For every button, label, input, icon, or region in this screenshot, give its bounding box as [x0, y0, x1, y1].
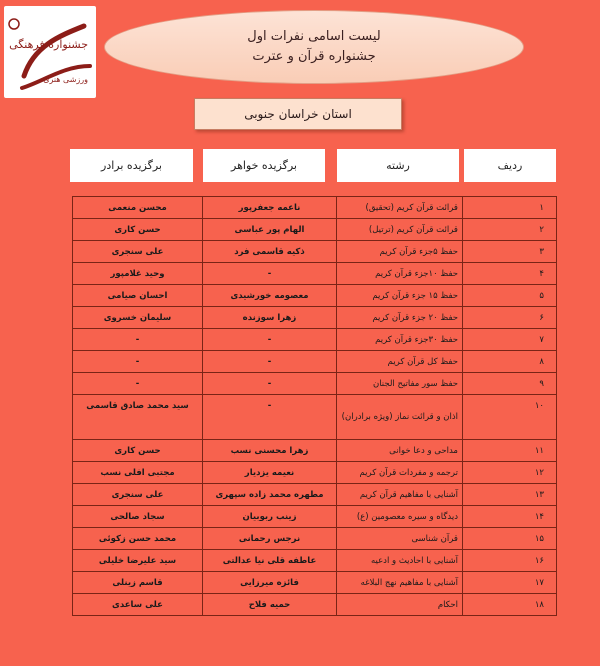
title-line-2: جشنواره قرآن و عترت	[252, 49, 376, 64]
brother-cell: احسان صیامی	[73, 285, 203, 307]
field-cell: قرائت قرآن کریم (تحقیق)	[337, 197, 463, 219]
table-row	[73, 462, 557, 484]
brother-cell: حسن کاری	[73, 440, 203, 462]
sister-cell: -	[203, 395, 337, 440]
brother-cell: علی ساعدی	[73, 594, 203, 616]
sister-cell: عاطفه قلی نیا عدالتی	[203, 550, 337, 572]
brother-cell: سلیمان خسروی	[73, 307, 203, 329]
field-cell: حفظ کل قرآن کریم	[337, 351, 463, 373]
table-row	[73, 594, 557, 616]
row-number-cell: ۳	[463, 241, 557, 263]
row-number-cell: ۱۰	[463, 395, 557, 440]
sister-cell: نعیمه یزدیار	[203, 462, 337, 484]
table-row	[73, 241, 557, 263]
sister-cell: -	[203, 351, 337, 373]
brother-cell: محسن منعمی	[73, 197, 203, 219]
logo-main-text: جشنواره فرهنگی	[9, 38, 88, 51]
sister-cell: فائزه میرزایی	[203, 572, 337, 594]
table-row	[73, 572, 557, 594]
field-cell: حفظ ۵جزء قرآن کریم	[337, 241, 463, 263]
field-cell: حفظ سور مفاتیح الجنان	[337, 373, 463, 395]
field-cell: اذان و قرائت نماز (ویژه برادران)	[337, 395, 463, 440]
table-row	[73, 307, 557, 329]
sister-cell: مطهره محمد زاده سپهری	[203, 484, 337, 506]
sister-cell: ناعمه جعفرپور	[203, 197, 337, 219]
row-number-cell: ۷	[463, 329, 557, 351]
row-number-cell: ۹	[463, 373, 557, 395]
table-row	[73, 528, 557, 550]
brother-cell: -	[73, 329, 203, 351]
field-cell: آشنایی با مفاهیم قرآن کریم	[337, 484, 463, 506]
table-row	[73, 395, 557, 440]
row-number-cell: ۱۵	[463, 528, 557, 550]
table-row	[73, 219, 557, 241]
table-row	[73, 373, 557, 395]
table-row	[73, 329, 557, 351]
brother-cell: محمد حسن زکوئی	[73, 528, 203, 550]
row-number-cell: ۶	[463, 307, 557, 329]
sister-cell: -	[203, 329, 337, 351]
row-number-cell: ۲	[463, 219, 557, 241]
column-header-sister: برگزیده خواهر	[203, 149, 325, 182]
field-cell: حفظ ۱۵ جزء قرآن کریم	[337, 285, 463, 307]
row-number-cell: ۱۷	[463, 572, 557, 594]
festival-logo	[4, 6, 96, 98]
table-row	[73, 506, 557, 528]
field-cell: قرآن شناسی	[337, 528, 463, 550]
row-number-cell: ۱۳	[463, 484, 557, 506]
field-cell: ترجمه و مفردات قرآن کریم	[337, 462, 463, 484]
brother-cell: قاسم زینلی	[73, 572, 203, 594]
column-header-brother: برگزیده برادر	[70, 149, 193, 182]
field-cell: آشنایی با مفاهیم نهج البلاغه	[337, 572, 463, 594]
field-cell: دیدگاه و سیره معصومین (ع)	[337, 506, 463, 528]
row-number-cell: ۱	[463, 197, 557, 219]
field-cell: احکام	[337, 594, 463, 616]
row-number-cell: ۵	[463, 285, 557, 307]
row-number-cell: ۱۲	[463, 462, 557, 484]
brother-cell: علی سنجری	[73, 484, 203, 506]
table-row	[73, 484, 557, 506]
sister-cell: -	[203, 263, 337, 285]
field-cell: حفظ ۲۰ جزء قرآن کریم	[337, 307, 463, 329]
field-cell: مداحی و دعا خوانی	[337, 440, 463, 462]
table-row	[73, 263, 557, 285]
row-number-cell: ۱۸	[463, 594, 557, 616]
table-row	[73, 197, 557, 219]
table-row	[73, 351, 557, 373]
logo-sub-text: ورزشی هنری	[43, 75, 88, 84]
sister-cell: زهرا محسنی نسب	[203, 440, 337, 462]
brother-cell: سجاد صالحی	[73, 506, 203, 528]
row-number-cell: ۱۱	[463, 440, 557, 462]
table-row	[73, 550, 557, 572]
column-header-row: ردیف	[464, 149, 556, 182]
brother-cell: علی سنجری	[73, 241, 203, 263]
field-cell: آشنایی با احادیث و ادعیه	[337, 550, 463, 572]
title-line-1: لیست اسامی نفرات اول	[247, 29, 381, 44]
province-label: استان خراسان جنوبی	[194, 98, 402, 130]
row-number-cell: ۱۶	[463, 550, 557, 572]
brother-cell: حسن کاری	[73, 219, 203, 241]
sister-cell: الهام پور عباسی	[203, 219, 337, 241]
sister-cell: حمیه فلاح	[203, 594, 337, 616]
field-cell: حفظ ۳۰جزء قرآن کریم	[337, 329, 463, 351]
title-banner	[104, 10, 524, 84]
brother-cell: سید علیرضا خلیلی	[73, 550, 203, 572]
brother-cell: مجتبی افلی نسب	[73, 462, 203, 484]
brother-cell: وحید غلامپور	[73, 263, 203, 285]
row-number-cell: ۱۴	[463, 506, 557, 528]
sister-cell: معصومه خورشیدی	[203, 285, 337, 307]
row-number-cell: ۸	[463, 351, 557, 373]
column-header-field: رشته	[337, 149, 459, 182]
field-cell: قرائت قرآن کریم (ترتیل)	[337, 219, 463, 241]
field-cell: حفظ ۱۰جزء قرآن کریم	[337, 263, 463, 285]
brother-cell: سید محمد صادق قاسمی	[73, 395, 203, 440]
sister-cell: ذکیه قاسمی فرد	[203, 241, 337, 263]
festival-logo-icon	[4, 6, 96, 98]
sister-cell: نرجس رحمانی	[203, 528, 337, 550]
table-row	[73, 440, 557, 462]
brother-cell: -	[73, 351, 203, 373]
row-number-cell: ۴	[463, 263, 557, 285]
sister-cell: زهرا سوزنده	[203, 307, 337, 329]
winners-table	[72, 196, 557, 616]
table-row	[73, 285, 557, 307]
sister-cell: -	[203, 373, 337, 395]
brother-cell: -	[73, 373, 203, 395]
sister-cell: زینب ربوبیان	[203, 506, 337, 528]
